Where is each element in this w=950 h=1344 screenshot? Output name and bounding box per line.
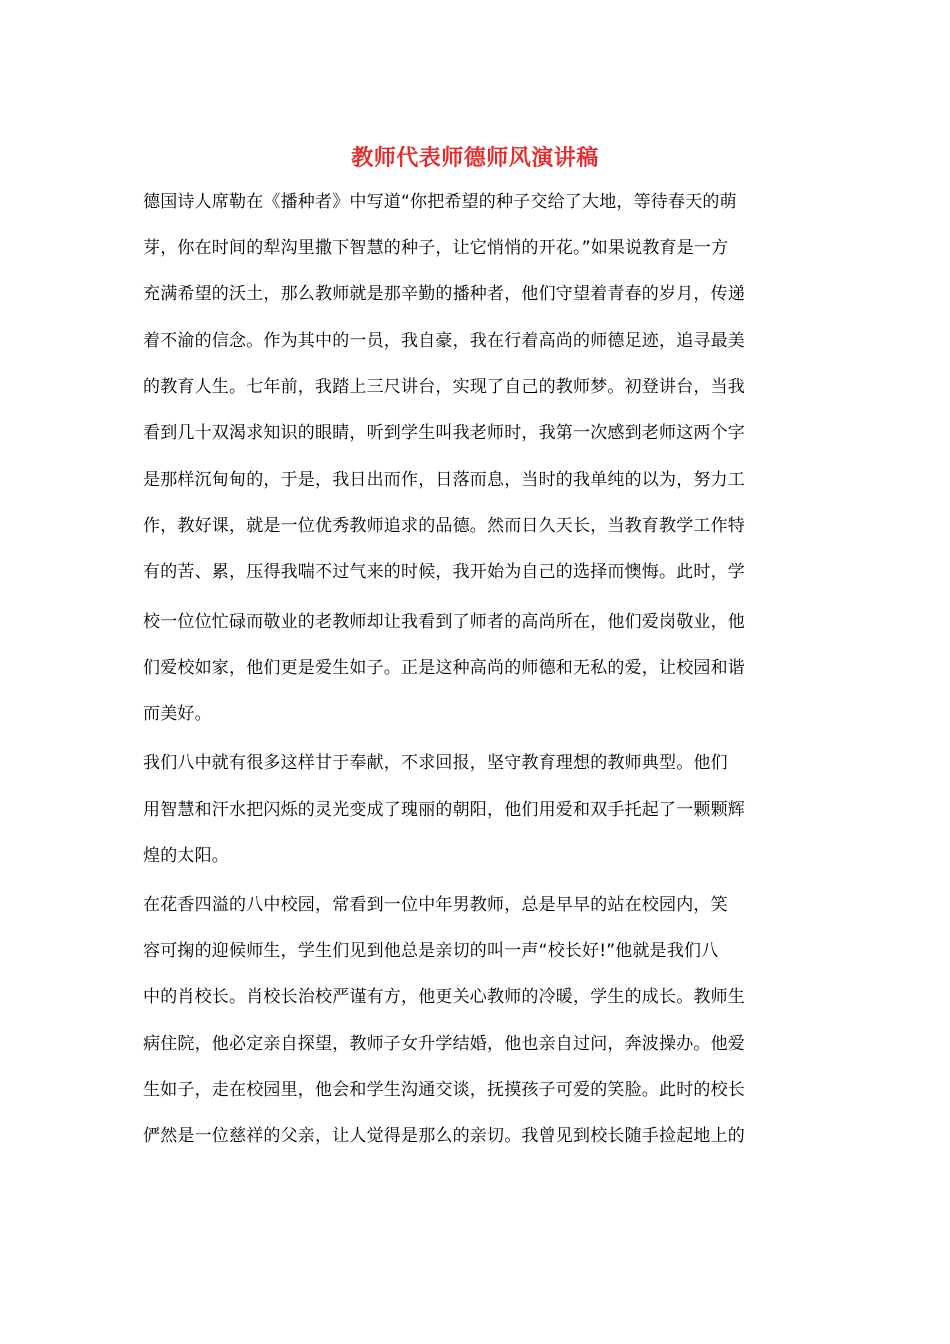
paragraph-line: 我们八中就有很多这样甘于奉献，不求回报，坚守教育理想的教师典型。他们 — [143, 753, 728, 773]
paragraph-line: 而美好。 — [143, 704, 212, 724]
paragraph-line: 煌的太阳。 — [143, 846, 229, 866]
paragraph-line: 们爱校如家，他们更是爱生如子。正是这种高尚的师德和无私的爱，让校园和谐 — [143, 658, 745, 678]
paragraph-line: 德国诗人席勒在《播种者》中写道“你把希望的种子交给了大地，等待春天的萌 — [143, 192, 737, 212]
paragraph-line: 作，教好课，就是一位优秀教师追求的品德。然而日久天长，当教育教学工作特 — [143, 516, 745, 536]
paragraph-line: 病住院，他必定亲自探望，教师子女升学结婚，他也亲自过问，奔波操办。他爱 — [143, 1034, 745, 1054]
paragraph-line: 芽，你在时间的犁沟里撒下智慧的种子，让它悄悄的开花。”如果说教育是一方 — [143, 238, 729, 258]
paragraph-line: 生如子，走在校园里，他会和学生沟通交谈，抚摸孩子可爱的笑脸。此时的校长 — [143, 1080, 745, 1100]
paragraph-line: 看到几十双渴求知识的眼睛，听到学生叫我老师时，我第一次感到老师这两个字 — [143, 423, 745, 443]
paragraph-line: 用智慧和汗水把闪烁的灵光变成了瑰丽的朝阳，他们用爱和双手托起了一颗颗辉 — [143, 800, 745, 820]
paragraph-line: 俨然是一位慈祥的父亲，让人觉得是那么的亲切。我曾见到校长随手捡起地上的 — [143, 1126, 745, 1146]
paragraph-line: 着不渝的信念。作为其中的一员，我自豪，我在行着高尚的师德足迹，追寻最美 — [143, 331, 745, 351]
paragraph-line: 容可掬的迎候师生，学生们见到他总是亲切的叫一声“校长好!”他就是我们八 — [143, 941, 719, 961]
paragraph-line: 有的苦、累，压得我喘不过气来的时候，我开始为自己的选择而懊悔。此时，学 — [143, 562, 745, 582]
paragraph-line: 是那样沉甸甸的，于是，我日出而作，日落而息，当时的我单纯的以为，努力工 — [143, 470, 745, 490]
paragraph-line: 在花香四溢的八中校园，常看到一位中年男教师，总是早早的站在校园内，笑 — [143, 895, 728, 915]
paragraph-line: 充满希望的沃土，那么教师就是那辛勤的播种者，他们守望着青春的岁月，传递 — [143, 284, 745, 304]
paragraph-line: 校一位位忙碌而敬业的老教师却让我看到了师者的高尚所在，他们爱岗敬业，他 — [143, 612, 745, 632]
paragraph-line: 中的肖校长。肖校长治校严谨有方，他更关心教师的冷暖，学生的成长。教师生 — [143, 987, 745, 1007]
document-title: 教师代表师德师风演讲稿 — [351, 145, 599, 171]
paragraph-line: 的教育人生。七年前，我踏上三尺讲台，实现了自己的教师梦。初登讲台，当我 — [143, 377, 745, 397]
